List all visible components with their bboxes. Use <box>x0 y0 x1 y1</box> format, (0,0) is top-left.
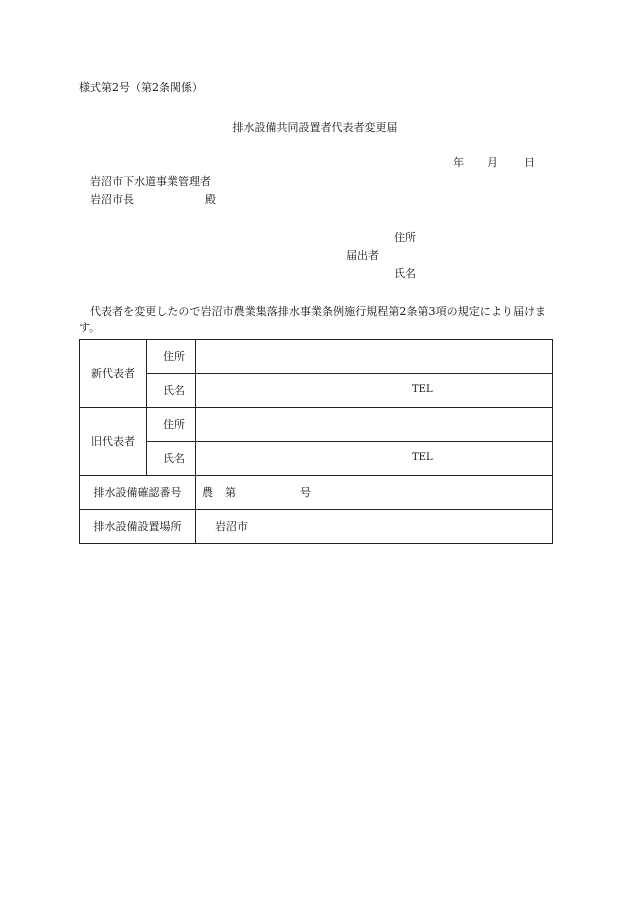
table-row <box>80 442 553 476</box>
confirmation-number-label: 排水設備確認番号 <box>80 476 196 510</box>
installation-location-label: 排水設備設置場所 <box>80 510 196 544</box>
representative-table <box>79 339 553 544</box>
table-row <box>80 408 553 442</box>
confirmation-go: 号 <box>300 485 311 499</box>
table-row <box>80 476 553 510</box>
confirmation-number-field[interactable] <box>196 476 553 510</box>
applicant-label: 届出者 <box>346 249 379 262</box>
document-title: 排水設備共同設置者代表者変更届 <box>232 121 398 134</box>
table-row <box>80 510 553 544</box>
new-rep-tel-label: TEL <box>412 384 433 395</box>
old-rep-label: 旧代表者 <box>80 408 147 476</box>
date-day-label: 日 <box>524 156 535 169</box>
date-month-label: 月 <box>487 156 498 169</box>
new-rep-label: 新代表者 <box>80 340 147 408</box>
new-rep-name-label: 氏名 <box>147 374 196 408</box>
body-text: 代表者を変更したので岩沼市農業集落排水事業条例施行規程第2条第3項の規定により届けます。 <box>79 305 547 334</box>
table-row <box>80 340 553 374</box>
old-rep-address-field[interactable] <box>196 408 553 442</box>
date-year-label: 年 <box>453 156 464 169</box>
old-rep-name-label: 氏名 <box>147 442 196 476</box>
form-number: 様式第2号（第2条関係） <box>79 81 203 94</box>
installation-location-field[interactable] <box>196 510 553 544</box>
old-rep-address-label: 住所 <box>147 408 196 442</box>
applicant-name-label: 氏名 <box>394 267 416 280</box>
addressee-honorific: 殿 <box>205 193 216 206</box>
new-rep-address-label: 住所 <box>147 340 196 374</box>
confirmation-dai: 第 <box>225 485 236 499</box>
old-rep-tel-label: TEL <box>412 452 433 463</box>
installation-location-value: 岩沼市 <box>215 519 248 533</box>
applicant-address-label: 住所 <box>394 231 416 244</box>
new-rep-name-field[interactable] <box>196 374 553 408</box>
old-rep-name-field[interactable] <box>196 442 553 476</box>
table-row <box>80 374 553 408</box>
confirmation-prefix: 農 <box>202 485 213 499</box>
addressee-line-1: 岩沼市下水道事業管理者 <box>90 175 211 188</box>
addressee-line-2: 岩沼市長 <box>90 193 134 206</box>
new-rep-address-field[interactable] <box>196 340 553 374</box>
